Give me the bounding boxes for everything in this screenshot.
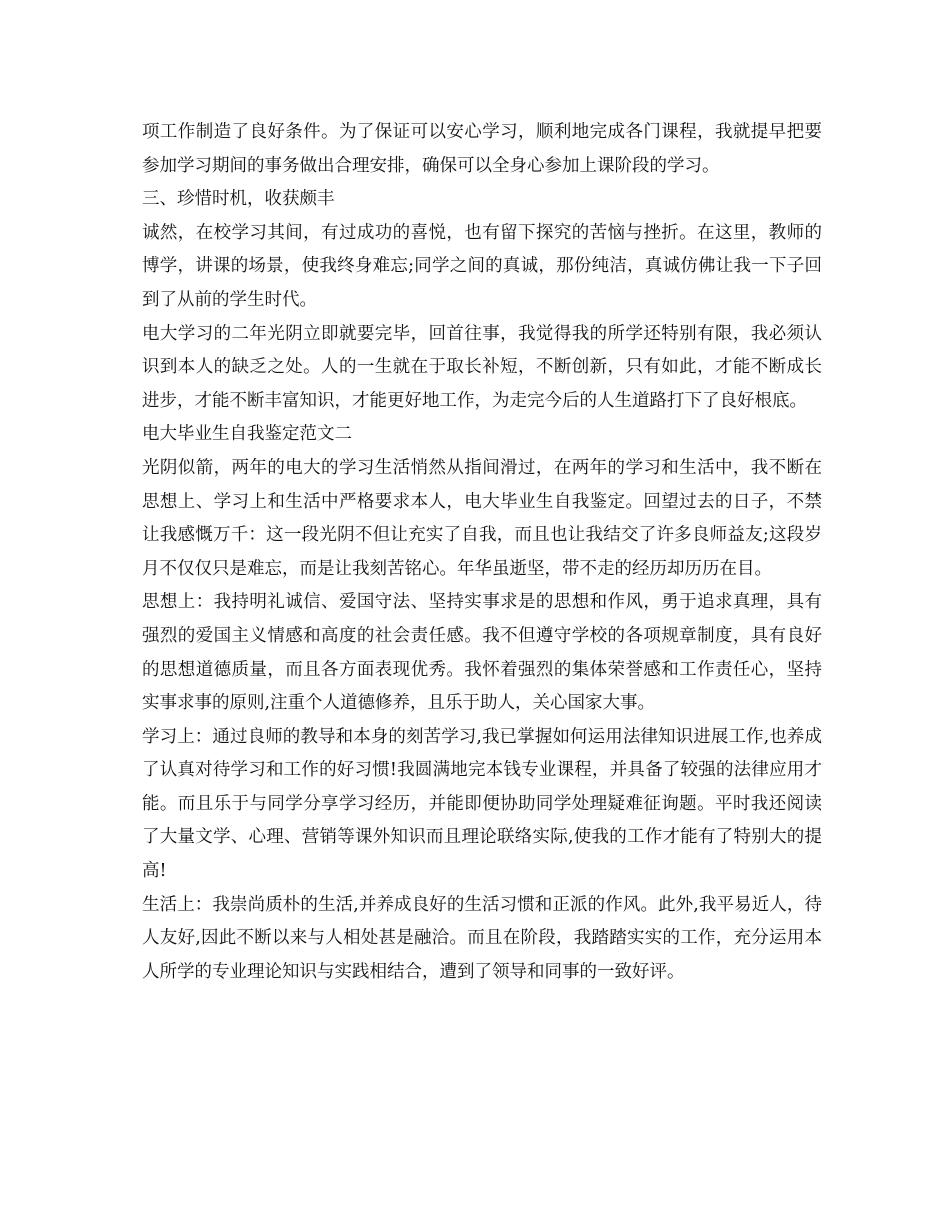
paragraph-3: 电大学习的二年光阴立即就要完毕，回首往事，我觉得我的所学还特别有限，我必须认识到本人的缺乏之处。人的一生就在于取长补短，不断创新，只有如此，才能不断成长进步，才能不断丰富知识，才能更好地工作，为走完今后的人生道路打下了良好根底。 [142,323,822,411]
paragraph-2: 诚然，在校学习其间，有过成功的喜悦，也有留下探究的苦恼与挫折。在这里，教师的博学，讲课的场景，使我终身难忘;同学之间的真诚，那份纯洁，真诚仿佛让我一下子回到了从前的学生时代。 [142,222,822,310]
section-heading-3: 三、珍惜时机，收获颇丰 [142,189,335,210]
paragraph-life: 生活上：我崇尚质朴的生活,并养成良好的生活习惯和正派的作风。此外,我平易近人，待人友好,因此不断以来与人相处甚是融洽。而且在阶段，我踏踏实实的工作，充分运用本人所学的专业理论知识与实践相结合，遭到了领导和同事的一致好评。 [142,894,822,982]
paragraph-study: 学习上：通过良师的教导和本身的刻苦学习,我已掌握如何运用法律知识进展工作,也养成了认真对待学习和工作的好习惯!我圆满地完本钱专业课程，并具备了较强的法律应用才能。而且乐于与同学分享学习经历，并能即便协助同学处理疑难征询题。平时我还阅读了大量文学、心理、营销等课外知识而且理论联络实际,使我的工作才能有了特别大的提高! [142,726,822,882]
paragraph-1: 项工作制造了良好条件。为了保证可以安心学习，顺利地完成各门课程，我就提早把要参加学习期间的事务做出合理安排，确保可以全身心参加上课阶段的学习。 [142,122,822,176]
paragraph-4: 光阴似箭，两年的电大的学习生活悄然从指间滑过，在两年的学习和生活中，我不断在思想上、学习上和生活中严格要求本人，电大毕业生自我鉴定。回望过去的日子，不禁让我感慨万千：这一段光阴不但让充实了自我，而且也让我结交了许多良师益友;这段岁月不仅仅只是难忘，而是让我刻苦铭心。年华虽逝坚，带不走的经历却历历在目。 [142,457,822,579]
paragraph-thought: 思想上：我持明礼诚信、爱国守法、坚持实事求是的思想和作风，勇于追求真理，具有强烈的爱国主义情感和高度的社会责任感。我不但遵守学校的各项规章制度，具有良好的思想道德质量，而且各方面表现优秀。我怀着强烈的集体荣誉感和工作责任心，坚持实事求事的原则,注重个人道德修养，且乐于助人，关心国家大事。 [142,592,822,714]
document-body [142,116,822,989]
sample-title-2: 电大毕业生自我鉴定范文二 [142,424,352,445]
